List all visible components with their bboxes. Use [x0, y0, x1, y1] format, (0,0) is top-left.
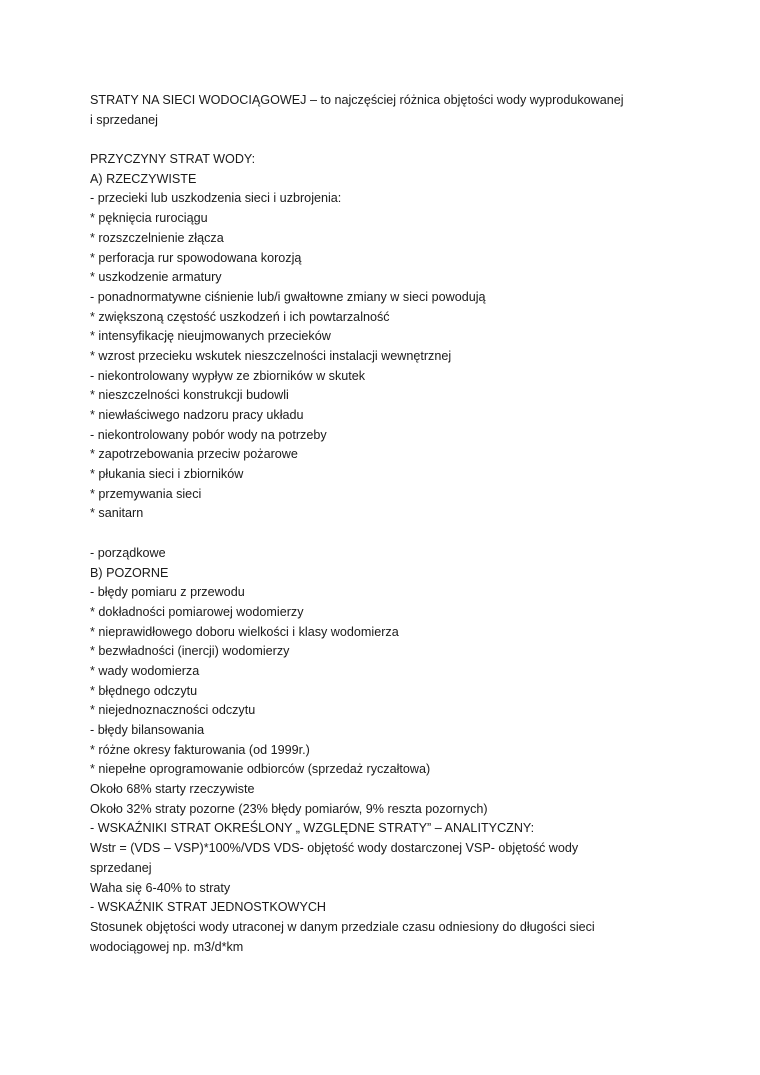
text-line: * zapotrzebowania przeciw pożarowe: [90, 447, 298, 462]
text-line: Około 32% straty pozorne (23% błędy pomiarów, 9% reszta pozornych): [90, 801, 488, 816]
text-line: * wady wodomierza: [90, 663, 200, 678]
blank-line: [90, 130, 730, 150]
text-line: * nieszczelności konstrukcji budowli: [90, 388, 289, 403]
text-line: Waha się 6-40% to straty: [90, 880, 231, 895]
text-line: * różne okresy fakturowania (od 1999r.): [90, 742, 310, 757]
text-line: - WSKAŹNIK STRAT JEDNOSTKOWYCH: [90, 900, 327, 915]
text-line: * błędnego odczytu: [90, 683, 198, 698]
text-line: * perforacja rur spowodowana korozją: [90, 250, 302, 265]
text-line: * rozszczelnienie złącza: [90, 230, 224, 245]
text-line: * płukania sieci i zbiorników: [90, 467, 244, 482]
text-line: - porządkowe: [90, 545, 166, 560]
text-line: Wstr = (VDS – VSP)*100%/VDS VDS- objętość wody dostarczonej VSP- objętość wody: [90, 841, 579, 856]
text-line: - niekontrolowany pobór wody na potrzeby: [90, 427, 327, 442]
text-line: - ponadnormatywne ciśnienie lub/i gwałtowne zmiany w sieci powodują: [90, 289, 486, 304]
text-line: A) RZECZYWISTE: [90, 171, 197, 186]
text-line: * bezwładności (inercji) wodomierzy: [90, 644, 290, 659]
document-page: [90, 91, 730, 957]
text-line: * dokładności pomiarowej wodomierzy: [90, 604, 304, 619]
text-line: - błędy pomiaru z przewodu: [90, 585, 245, 600]
text-line: * niewłaściwego nadzoru pracy układu: [90, 408, 304, 422]
text-line: - przecieki lub uszkodzenia sieci i uzbrojenia:: [90, 191, 342, 206]
text-line: * uszkodzenie armatury: [90, 270, 222, 285]
text-line: * przemywania sieci: [90, 486, 202, 501]
text-line: i sprzedanej: [90, 112, 158, 127]
text-line: * pęknięcia rurociągu: [90, 211, 208, 226]
text-line: * wzrost przecieku wskutek nieszczelności instalacji wewnętrznej: [90, 348, 452, 363]
text-line: Stosunek objętości wody utraconej w danym przedziale czasu odniesiony do długości sieci: [90, 919, 595, 934]
text-line: Około 68% starty rzeczywiste: [90, 782, 255, 797]
blank-line: [90, 524, 730, 544]
text-line: * zwiększoną częstość uszkodzeń i ich powtarzalność: [90, 309, 390, 324]
text-line: - WSKAŹNIKI STRAT OKREŚLONY „ WZGLĘDNE STRATY” – ANALITYCZNY:: [90, 821, 535, 836]
text-line: STRATY NA SIECI WODOCIĄGOWEJ – to najczęściej różnica objętości wody wyprodukowanej: [90, 93, 624, 107]
text-line: - niekontrolowany wypływ ze zbiorników w skutek: [90, 368, 366, 383]
text-line: * nieprawidłowego doboru wielkości i klasy wodomierza: [90, 624, 399, 639]
text-line: sprzedanej: [90, 860, 152, 875]
text-line: * intensyfikację nieujmowanych przecieków: [90, 329, 331, 344]
text-line: PRZYCZYNY STRAT WODY:: [90, 152, 256, 167]
text-line: wodociągowej np. m3/d*km: [90, 939, 244, 954]
text-line: * sanitarn: [90, 506, 144, 521]
text-line: * niejednoznaczności odczytu: [90, 703, 256, 718]
text-line: - błędy bilansowania: [90, 723, 205, 737]
text-line: * niepełne oprogramowanie odbiorców (sprzedaż ryczałtowa): [90, 762, 431, 777]
text-line: B) POZORNE: [90, 565, 169, 580]
